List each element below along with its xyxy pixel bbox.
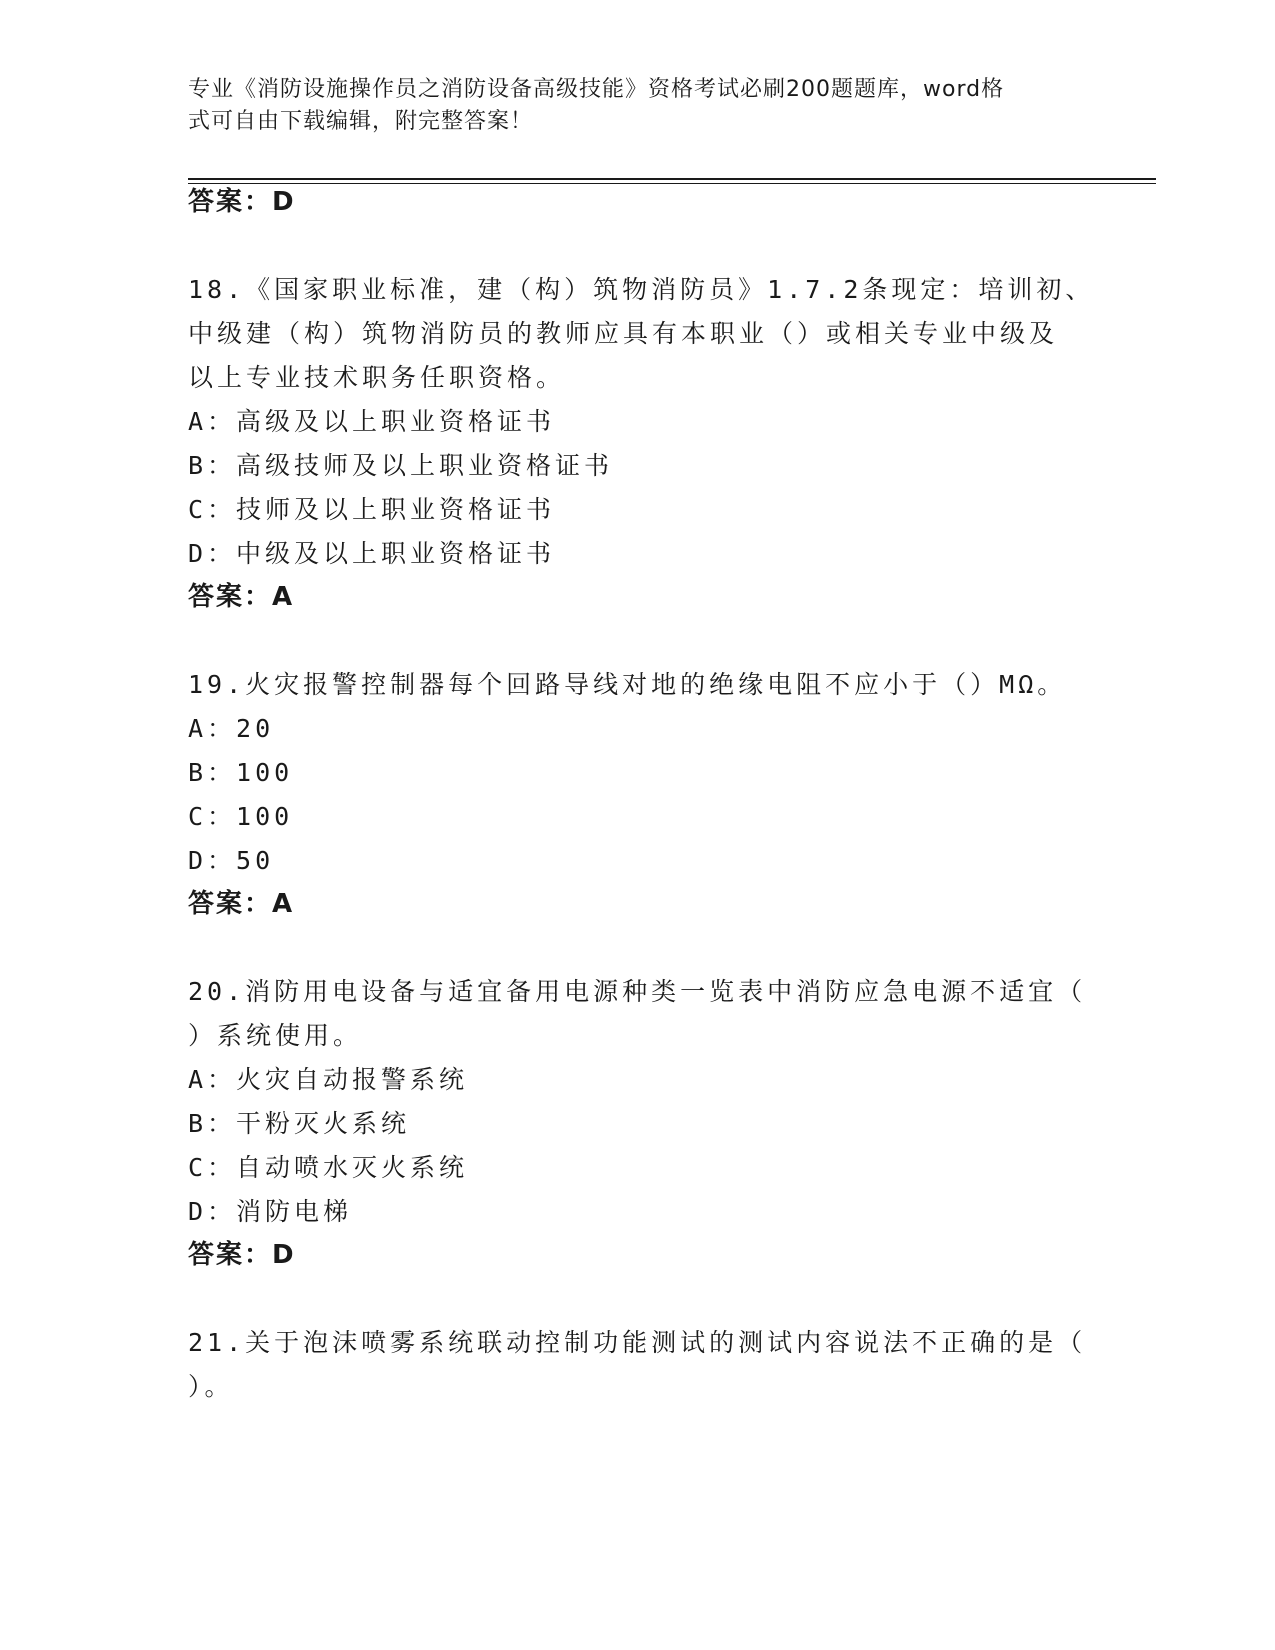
question-18-answer: 答案：A [188, 582, 295, 612]
question-21-text-line-2: ）。 [188, 1372, 234, 1401]
question-20-answer: 答案：D [188, 1240, 296, 1270]
question-20-option-a: A：火灾自动报警系统 [188, 1065, 469, 1094]
question-18-text-line-3: 以上专业技术职务任职资格。 [188, 363, 566, 392]
question-20-option-d: D：消防电梯 [188, 1197, 353, 1226]
document-header [188, 74, 1068, 138]
question-20-text-line-2: ）系统使用。 [188, 1021, 363, 1050]
question-20-option-b: B：干粉灭火系统 [188, 1109, 411, 1138]
question-19-option-a: A：20 [188, 714, 275, 743]
question-19-text-line-1: 19.火灾报警控制器每个回路导线对地的绝缘电阻不应小于（）MΩ。 [188, 670, 1067, 699]
header-line-1: 专业《消防设施操作员之消防设备高级技能》资格考试必刷200题题库，word格 [188, 77, 1005, 102]
question-19-option-d: D：50 [188, 846, 275, 875]
question-18-option-a: A：高级及以上职业资格证书 [188, 407, 556, 436]
question-19-option-b: B：100 [188, 758, 294, 787]
header-divider-thin [188, 183, 1156, 184]
answer-prev: 答案：D [188, 187, 296, 217]
question-21-text-line-1: 21.关于泡沫喷雾系统联动控制功能测试的测试内容说法不正确的是（ [188, 1328, 1087, 1357]
question-19-answer: 答案：A [188, 889, 295, 919]
question-18-option-b: B：高级技师及以上职业资格证书 [188, 451, 614, 480]
question-18-option-d: D：中级及以上职业资格证书 [188, 539, 556, 568]
question-19-option-c: C：100 [188, 802, 294, 831]
question-20-option-c: C：自动喷水灭火系统 [188, 1153, 469, 1182]
question-18-option-c: C：技师及以上职业资格证书 [188, 495, 556, 524]
question-18-text-line-2: 中级建（构）筑物消防员的教师应具有本职业（）或相关专业中级及 [188, 319, 1059, 348]
question-18-text-line-1: 18.《国家职业标准，建（构）筑物消防员》1.7.2条现定：培训初、 [188, 275, 1095, 304]
question-20-text-line-1: 20.消防用电设备与适宜备用电源种类一览表中消防应急电源不适宜（ [188, 977, 1087, 1006]
header-line-2: 式可自由下载编辑，附完整答案！ [188, 109, 534, 134]
header-divider [188, 178, 1156, 180]
